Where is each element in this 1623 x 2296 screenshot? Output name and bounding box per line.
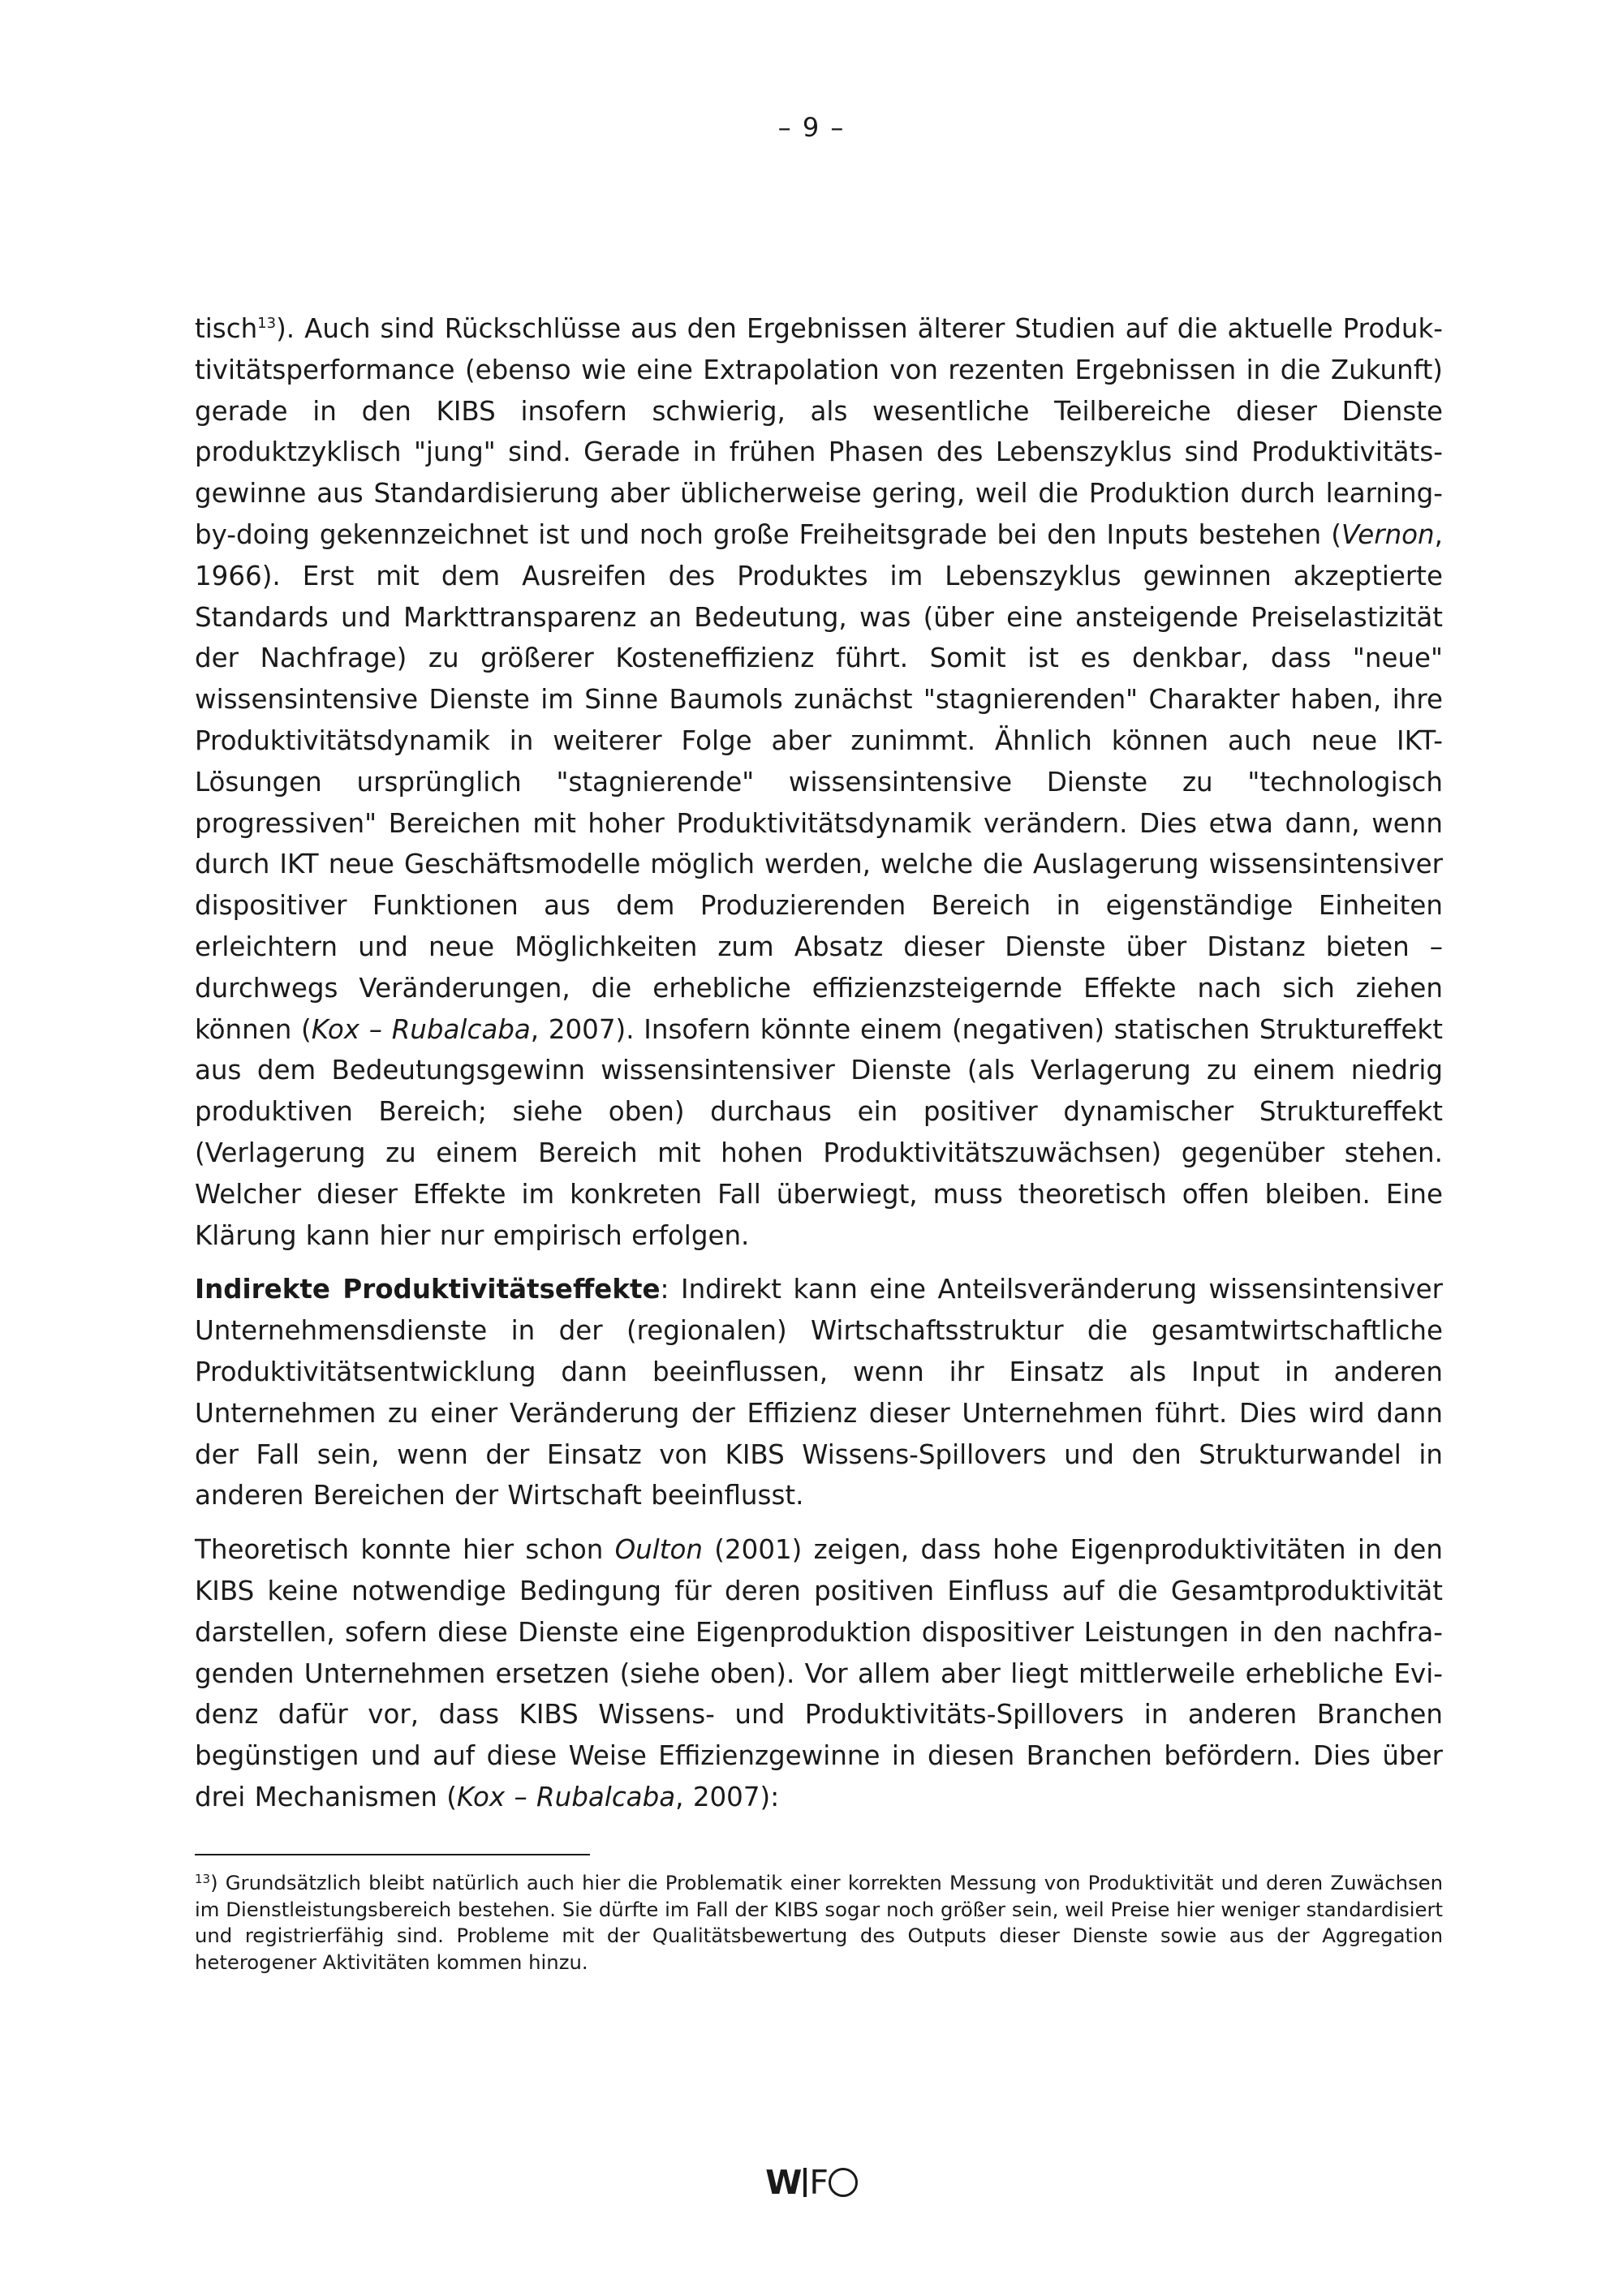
paragraph-3-text-c: , 2007):	[675, 1781, 780, 1812]
citation-kox-rubalcaba-2: Kox – Rubalcaba	[456, 1781, 676, 1812]
footnote-marker: 13	[195, 1872, 211, 1886]
paragraph-1-text-b: , 1966). Erst mit dem Ausreifen des Produktes im Lebenszyklus gewinnen akzeptierte Standards und Markttransparenz an Bedeutung, was (über eine ansteigende Preiselastizität der Nachfrage) zu größerer Kosteneffizienz führt. Somit ist es denkbar, dass "neue" wissensintensive Dienste im Sinne Baumols zunächst "stagnierenden" Charakter haben, ihre Produktivitätsdynamik in weiterer Folge aber zunimmt. Ähnlich können auch neue IKT-Lösungen ursprünglich "stagnierende" wissensintensive Dienste zu "technologisch progressiven" Bereichen mit hoher Produktivitätsdynamik verändern. Dies etwa dann, wenn durch IKT neue Geschäftsmodelle möglich werden, welche die Auslagerung wissensintensiver dispositiver Funktionen aus dem Produzierenden Bereich in eigenständige Einheiten erleichtern und neue Möglichkeiten zum Absatz dieser Dienste über Distanz bieten – durchwegs Veränderungen, die erhebliche effizienzsteigernde Effekte nach sich ziehen können (	[195, 518, 1443, 1045]
paragraph-1-text-c: , 2007). Insofern könnte einem (negativen) statischen Struktureffekt aus dem Bedeutungsgewinn wissensintensiver Dienste (als Verlagerung zu einem niedrig produktiven Bereich; siehe oben) durchaus ein positiver dynamischer Struktureffekt (Verlagerung zu einem Bereich mit hohen Produktivitätszuwächsen) gegenüber stehen. Welcher dieser Effekte im konkreten Fall überwiegt, muss theoretisch offen bleiben. Eine Klärung kann hier nur empirisch erfolgen.	[195, 1013, 1443, 1251]
paragraph-3-text-a: Theoretisch konnte hier schon	[195, 1534, 615, 1566]
paragraph-1	[195, 308, 1443, 1256]
body-text	[195, 308, 1443, 1831]
logo-circle-o	[829, 2168, 858, 2197]
logo-letter-f: F	[809, 2163, 828, 2202]
paragraph-3-text-b: (2001) zeigen, dass hohe Eigenproduktivitäten in den KIBS keine notwendige Bedingung für deren positiven Einfluss auf die Gesamtproduktivität darstellen, sofern diese Dienste eine Eigenproduktion dispositiver Leistungen in den nachfragenden Unternehmen ersetzen (siehe oben). Vor allem aber liegt mittlerweile erhebliche Evidenz dafür vor, dass KIBS Wissens- und Produktivitäts-Spillovers in anderen Branchen begünstigen und auf diese Weise Effizienzgewinne in diesen Branchen befördern. Dies über drei Mechanismen (	[195, 1534, 1443, 1812]
citation-vernon: Vernon	[1341, 518, 1435, 550]
citation-oulton: Oulton	[614, 1534, 704, 1566]
logo-letter-w: W	[765, 2163, 802, 2202]
logo-bar	[803, 2168, 807, 2197]
paragraph-1-text-a: ). Auch sind Rückschlüsse aus den Ergebnissen älterer Studien auf die aktuelle Produktivitätsperformance (ebenso wie eine Extrapolation von rezenten Ergebnissen in die Zukunft) gerade in den KIBS insofern schwierig, als wesentliche Teilbereiche dieser Dienste produktzyklisch "jung" sind. Gerade in frühen Phasen des Lebenszyklus sind Produktivitätsgewinne aus Standardisierung aber üblicherweise gering, weil die Produktion durch learning-by-doing gekennzeichnet ist und noch große Freiheitsgrade bei den Inputs bestehen (	[195, 313, 1443, 550]
paragraph-2-heading: Indirekte Produktivitätseffekte	[195, 1274, 661, 1305]
page-number: – 9 –	[777, 112, 846, 143]
paragraph-3	[195, 1529, 1443, 1818]
wifo-logo	[0, 2161, 1623, 2202]
paragraph-2-text: : Indirekt kann eine Anteilsveränderung wissensintensiver Unternehmensdienste in der (regionalen) Wirtschaftsstruktur die gesamtwirtschaftliche Produktivitätsentwicklung dann beeinflussen, wenn ihr Einsatz als Input in anderen Unternehmen zu einer Veränderung der Effizienz dieser Unternehmen führt. Dies wird dann der Fall sein, wenn der Einsatz von KIBS Wissens-Spillovers und den Strukturwandel in anderen Bereichen der Wirtschaft beeinflusst.	[195, 1274, 1443, 1511]
footnote-divider	[195, 1854, 590, 1855]
paragraph-1-start: tisch	[195, 313, 258, 344]
citation-kox-rubalcaba: Kox – Rubalcaba	[311, 1013, 531, 1045]
footnote-reference: 13	[257, 315, 277, 332]
footnote-13	[195, 1870, 1443, 1976]
paragraph-2	[195, 1269, 1443, 1516]
footnote-text: ) Grundsätzlich bleibt natürlich auch hier die Problematik einer korrekten Messung von Produktivität und deren Zuwächsen im Dienstleistungsbereich bestehen. Sie dürfte im Fall der KIBS sogar noch größer sein, weil Preise hier weniger standardisiert und registrierfähig sind. Probleme mit der Qualitätsbewertung des Outputs dieser Dienste sowie aus der Aggregation heterogener Aktivitäten kommen hinzu.	[195, 1871, 1443, 1974]
